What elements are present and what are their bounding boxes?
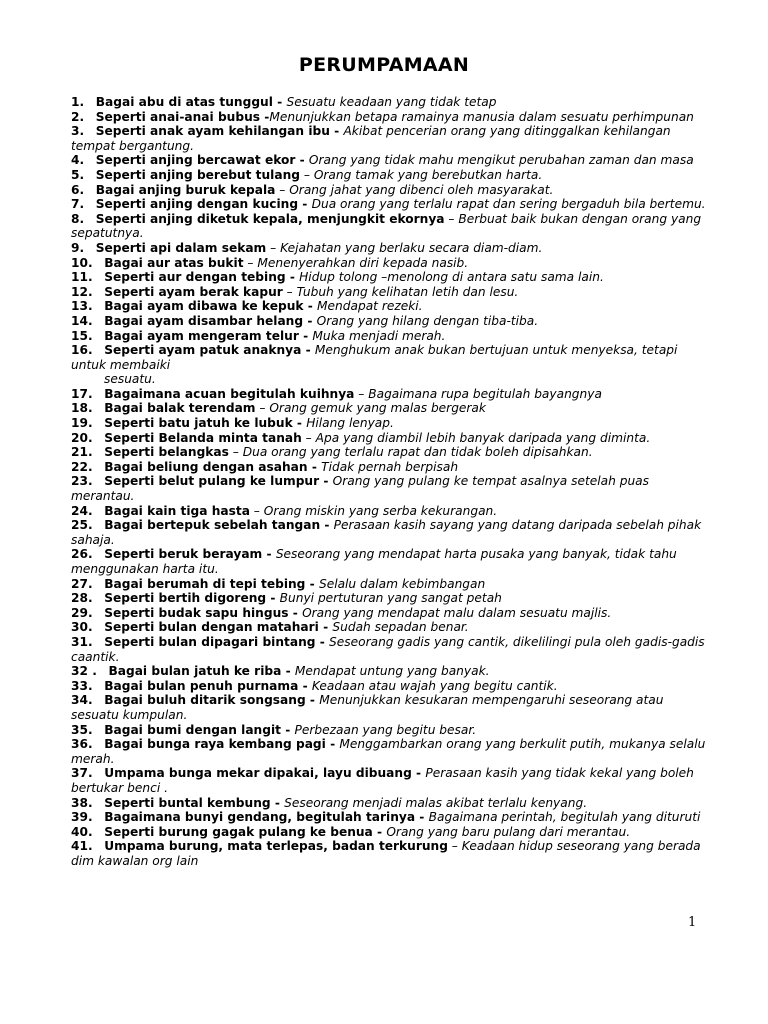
proverb-entry: [71, 314, 711, 329]
separator: -: [298, 197, 312, 212]
separator: -: [305, 693, 320, 708]
entry-number: 8.: [71, 211, 85, 226]
proverb-entry: [71, 606, 711, 621]
proverb-term: Bagai bumi dengan langit: [104, 722, 281, 737]
proverb-term: Bagai kain tiga hasta: [104, 503, 250, 518]
separator: -: [303, 299, 318, 314]
separator: -: [415, 810, 429, 825]
proverb-term: Bagai buluh ditarik songsang: [104, 693, 306, 708]
proverb-term: Bagai anjing buruk kepala: [95, 182, 276, 197]
entry-number: 22.: [71, 459, 93, 474]
proverb-meaning: Bagaimana rupa begitulah bayangnya: [368, 386, 602, 401]
proverb-entry: [71, 620, 711, 635]
entry-number: 4.: [71, 153, 85, 168]
proverb-entry: [71, 212, 711, 241]
proverb-term: Seperti ayam patuk anaknya: [104, 343, 302, 358]
entry-number: 20.: [71, 430, 93, 445]
proverb-meaning: Seseorang gadis yang cantik, dikelilingi pula oleh gadis-gadis caantik.: [71, 634, 705, 664]
proverb-entry: [71, 796, 711, 811]
separator: -: [329, 124, 344, 139]
entry-number: 6.: [71, 182, 85, 197]
proverb-entry: [71, 737, 711, 766]
proverb-term: Seperti belangkas: [104, 445, 229, 460]
proverb-term: Bagai bulan jatuh ke riba: [108, 664, 282, 679]
separator: -: [325, 737, 340, 752]
separator: -: [272, 95, 287, 109]
entry-number: 25.: [71, 518, 93, 533]
proverb-meaning: Orang jahat yang dibenci oleh masyarakat.: [289, 182, 554, 197]
proverb-entry: [71, 183, 711, 198]
separator: -: [318, 620, 333, 635]
proverb-meaning: Orang yang mendapat malu dalam sesuatu majlis.: [302, 605, 612, 620]
proverb-meaning: Perasaan kasih sayang yang datang daripada sebelah pihak sahaja.: [71, 518, 702, 547]
entry-number: 37.: [71, 766, 93, 781]
proverb-meaning: Orang tamak yang berebutkan harta.: [313, 167, 543, 182]
separator: -: [372, 824, 387, 839]
entry-number: 10.: [71, 255, 93, 270]
entry-number: 41.: [71, 839, 93, 854]
proverb-term: Seperti bulan dengan matahari: [104, 620, 319, 635]
proverb-term: Seperti burung gagak pulang ke benua: [104, 824, 373, 839]
separator: –: [243, 255, 258, 270]
proverb-entry: [71, 664, 711, 679]
proverb-term: Bagai balak terendam: [104, 401, 256, 416]
proverb-entry: [71, 299, 711, 314]
proverb-entry: [71, 153, 711, 168]
document-title: PERUMPAMAAN: [298, 54, 470, 76]
entry-number: 24.: [71, 503, 93, 518]
proverb-entry: [71, 679, 711, 694]
entry-number: 2.: [71, 109, 85, 124]
separator: -: [315, 634, 330, 649]
proverb-term: Bagai beliung dengan asahan: [104, 459, 308, 474]
proverb-meaning: Orang yang hilang dengan tiba-tiba.: [316, 313, 539, 328]
entry-number: 17.: [71, 386, 93, 401]
proverb-meaning: Menunjukkan betapa ramainya manusia dalam sesuatu perhimpunan: [269, 109, 694, 124]
proverb-entry: [71, 401, 711, 416]
proverb-entry: [71, 270, 711, 285]
proverb-meaning: Sesuatu keadaan yang tidak tetap: [286, 95, 497, 109]
proverb-meaning: Keadaan atau wajah yang begitu cantik.: [311, 678, 558, 693]
entry-number: 7.: [71, 197, 85, 212]
entry-number: 3.: [71, 124, 85, 139]
separator: -: [307, 459, 322, 474]
separator: –: [282, 284, 297, 299]
separator: -: [280, 722, 295, 737]
proverb-meaning: Menggambarkan orang yang berkulit putih, mukanya selalu merah.: [71, 737, 706, 766]
proverb-meaning: Dua orang yang terlalu rapat dan sering bergaduh bila bertemu.: [311, 197, 706, 212]
proverb-meaning: Mendapat untung yang banyak.: [294, 664, 490, 679]
proverb-meaning: Dua orang yang terlalu rapat dan tidak boleh dipisahkan.: [242, 445, 593, 460]
proverb-entry: [71, 416, 711, 431]
separator: -: [260, 109, 270, 124]
separator: -: [298, 678, 312, 693]
separator: –: [255, 401, 270, 416]
entry-number: 39.: [71, 810, 93, 825]
proverb-term: Umpama burung, mata terlepas, badan terkurung: [104, 839, 448, 854]
proverb-term: Bagai ayam dibawa ke kepuk: [104, 299, 304, 314]
entry-number: 12.: [71, 284, 93, 299]
proverb-term: Seperti anjing dengan kucing: [95, 197, 299, 212]
separator: –: [299, 167, 314, 182]
proverb-entry: [71, 343, 711, 387]
proverb-meaning: Orang yang pulang ke tempat asalnya setelah puas merantau.: [71, 474, 649, 504]
proverb-meaning: Muka menjadi merah.: [312, 328, 446, 343]
separator: -: [319, 474, 333, 489]
proverb-entry: [71, 766, 711, 795]
proverb-meaning: Kejahatan yang berlaku secara diam-diam.: [280, 240, 543, 255]
entry-number: 35.: [71, 722, 93, 737]
proverb-entry: [71, 329, 711, 344]
proverb-meaning: Bunyi pertuturan yang sangat petah: [279, 591, 502, 606]
proverb-term: Seperti anjing berebut tulang: [95, 167, 300, 182]
separator: -: [266, 591, 280, 606]
proverb-entry: [71, 810, 711, 825]
proverb-term: Seperti anjing diketuk kepala, menjungkit ekornya: [95, 211, 445, 226]
proverb-meaning: Menunjukkan kesukaran mempengaruhi seseorang atau sesuatu kumpulan.: [71, 693, 664, 722]
proverb-entry: [71, 504, 711, 519]
proverb-entry: [71, 197, 711, 212]
proverb-entry: [71, 95, 711, 110]
entry-number: 1.: [71, 95, 85, 109]
proverb-term: Seperti anai-anai bubus: [95, 109, 261, 124]
proverb-entry: [71, 445, 711, 460]
proverb-term: Umpama bunga mekar dipakai, layu dibuang: [104, 766, 412, 781]
entry-number: 5.: [71, 167, 85, 182]
proverb-entry: [71, 723, 711, 738]
separator: –: [447, 839, 462, 854]
proverb-meaning: Mendapat rezeki.: [317, 299, 423, 314]
proverb-meaning: Akibat pencerian orang yang ditinggalkan kehilangan tempat bergantung.: [71, 124, 671, 153]
entry-number: 19.: [71, 416, 93, 431]
proverb-entry: [71, 693, 711, 722]
proverb-meaning: Hilang lenyap.: [306, 416, 394, 431]
proverb-meaning: Seseorang yang mendapat harta pusaka yang banyak, tidak tahu menggunakan harta itu.: [71, 547, 677, 576]
entry-number: 31.: [71, 634, 93, 649]
proverb-entry: [71, 518, 711, 547]
entry-number: 30.: [71, 620, 93, 635]
proverb-entry: [71, 474, 711, 503]
entry-number: 16.: [71, 343, 93, 358]
separator: –: [301, 430, 316, 445]
separator: –: [228, 445, 243, 460]
separator: -: [303, 313, 317, 328]
proverb-list: [71, 95, 711, 868]
separator: –: [354, 386, 369, 401]
proverb-meaning: Orang gemuk yang malas bergerak: [269, 401, 486, 416]
proverb-meaning: Seseorang menjadi malas akibat terlalu kenyang.: [284, 795, 588, 810]
proverb-entry: [71, 241, 711, 256]
separator: -: [305, 576, 319, 591]
proverb-term: Seperti bulan dipagari bintang: [104, 634, 316, 649]
proverb-term: Seperti anjing bercawat ekor: [95, 153, 296, 168]
entry-number: 21.: [71, 445, 93, 460]
proverb-entry: [71, 431, 711, 446]
proverb-meaning: Keadaan hidup seseorang yang berada dim kawalan org lain: [71, 839, 701, 868]
proverb-term: Bagai abu di atas tunggul: [95, 95, 273, 109]
proverb-meaning: Hidup tolong –menolong di antara satu sama lain.: [299, 270, 604, 285]
proverb-meaning: Menenyerahkan diri kepada nasib.: [257, 255, 469, 270]
entry-number: 14.: [71, 313, 93, 328]
entry-number: 40.: [71, 824, 93, 839]
proverb-meaning: Orang yang baru pulang dari merantau.: [386, 824, 631, 839]
proverb-meaning: Apa yang diambil lebih banyak daripada yang diminta.: [315, 430, 651, 445]
separator: -: [298, 328, 313, 343]
entry-number: 29.: [71, 605, 93, 620]
proverb-entry: [71, 110, 711, 125]
entry-number: 13.: [71, 299, 93, 314]
proverb-term: Seperti bertih digoreng: [104, 591, 267, 606]
separator: -: [411, 766, 426, 781]
entry-number: 15.: [71, 328, 93, 343]
proverb-entry: [71, 285, 711, 300]
proverb-entry: [71, 124, 711, 153]
entry-number: 26.: [71, 547, 93, 562]
proverb-meaning: Orang miskin yang serba kekurangan.: [263, 503, 498, 518]
proverb-term: Bagai ayam mengeram telur: [104, 328, 299, 343]
proverb-term: Seperti aur dengan tebing: [104, 270, 286, 285]
proverb-term: Seperti api dalam sekam: [95, 240, 267, 255]
entry-number: 38.: [71, 795, 93, 810]
proverb-term: Bagai bertepuk sebelah tangan: [104, 518, 321, 533]
entry-number: 18.: [71, 401, 93, 416]
proverb-term: Seperti beruk berayam: [104, 547, 263, 562]
proverb-term: Seperti Belanda minta tanah: [104, 430, 302, 445]
proverb-meaning: Tubuh yang kelihatan letih dan lesu.: [296, 284, 519, 299]
proverb-term: Seperti budak sapu hingus: [104, 605, 289, 620]
proverb-term: Bagai aur atas bukit: [104, 255, 244, 270]
proverb-meaning: Selalu dalam kebimbangan: [318, 576, 486, 591]
proverb-meaning: Perasaan kasih yang tidak kekal yang boleh bertukar benci .: [71, 766, 694, 795]
entry-number: 33.: [71, 678, 93, 693]
separator: -: [262, 547, 276, 562]
proverb-term: Seperti buntal kembung: [104, 795, 271, 810]
separator: -: [285, 270, 300, 285]
entry-number: 9.: [71, 240, 85, 255]
proverb-term: Seperti batu jatuh ke lubuk: [104, 416, 293, 431]
separator: –: [275, 182, 290, 197]
separator: -: [320, 518, 334, 533]
separator: -: [288, 605, 303, 620]
proverb-entry: [71, 256, 711, 271]
proverb-term: Seperti belut pulang ke lumpur: [104, 474, 320, 489]
proverb-meaning: Tidak pernah berpisah: [321, 459, 459, 474]
proverb-meaning: Sudah sepadan benar.: [332, 620, 469, 635]
proverb-entry: [71, 577, 711, 592]
separator: -: [281, 664, 295, 679]
proverb-meaning: Perbezaan yang begitu besar.: [294, 722, 477, 737]
separator: –: [266, 240, 281, 255]
separator: -: [270, 795, 285, 810]
proverb-entry: [71, 635, 711, 664]
proverb-meaning: Orang yang tidak mahu mengikut perubahan zaman dan masa: [308, 153, 694, 168]
entry-number: 34.: [71, 693, 93, 708]
proverb-entry: [71, 547, 711, 576]
proverb-term: Bagai bulan penuh purnama: [104, 678, 299, 693]
entry-number: 28.: [71, 591, 93, 606]
proverb-entry: [71, 460, 711, 475]
entry-number: 32 .: [71, 664, 97, 679]
proverb-meaning-continuation: sesuatu.: [104, 372, 156, 387]
proverb-entry: [71, 591, 711, 606]
proverb-term: Bagai berumah di tepi tebing: [104, 576, 306, 591]
separator: -: [292, 416, 307, 431]
entry-number: 27.: [71, 576, 93, 591]
proverb-term: Bagaimana acuan begitulah kuihnya: [104, 386, 355, 401]
separator: -: [295, 153, 309, 168]
proverb-term: Seperti ayam berak kapur: [104, 284, 283, 299]
proverb-meaning: Bagaimana perintah, begitulah yang dituruti: [428, 810, 701, 825]
proverb-term: Bagaimana bunyi gendang, begitulah tarinya: [104, 810, 416, 825]
proverb-meaning: Berbuat baik bukan dengan orang yang sepatutnya.: [71, 211, 702, 241]
proverb-entry: [71, 387, 711, 402]
proverb-term: Bagai ayam disambar helang: [104, 313, 304, 328]
proverb-entry: [71, 168, 711, 183]
proverb-entry: [71, 839, 711, 868]
proverb-term: Bagai bunga raya kembang pagi: [104, 737, 326, 752]
entry-number: 23.: [71, 474, 93, 489]
separator: –: [249, 503, 264, 518]
proverb-meaning: Menghukum anak bukan bertujuan untuk menyeksa, tetapi untuk membaiki: [71, 343, 678, 372]
entry-number: 36.: [71, 737, 93, 752]
proverb-entry: [71, 825, 711, 840]
proverb-term: Seperti anak ayam kehilangan ibu: [95, 124, 330, 139]
separator: –: [444, 211, 459, 226]
separator: -: [301, 343, 315, 358]
entry-number: 11.: [71, 270, 93, 285]
page-number: 1: [688, 915, 697, 930]
